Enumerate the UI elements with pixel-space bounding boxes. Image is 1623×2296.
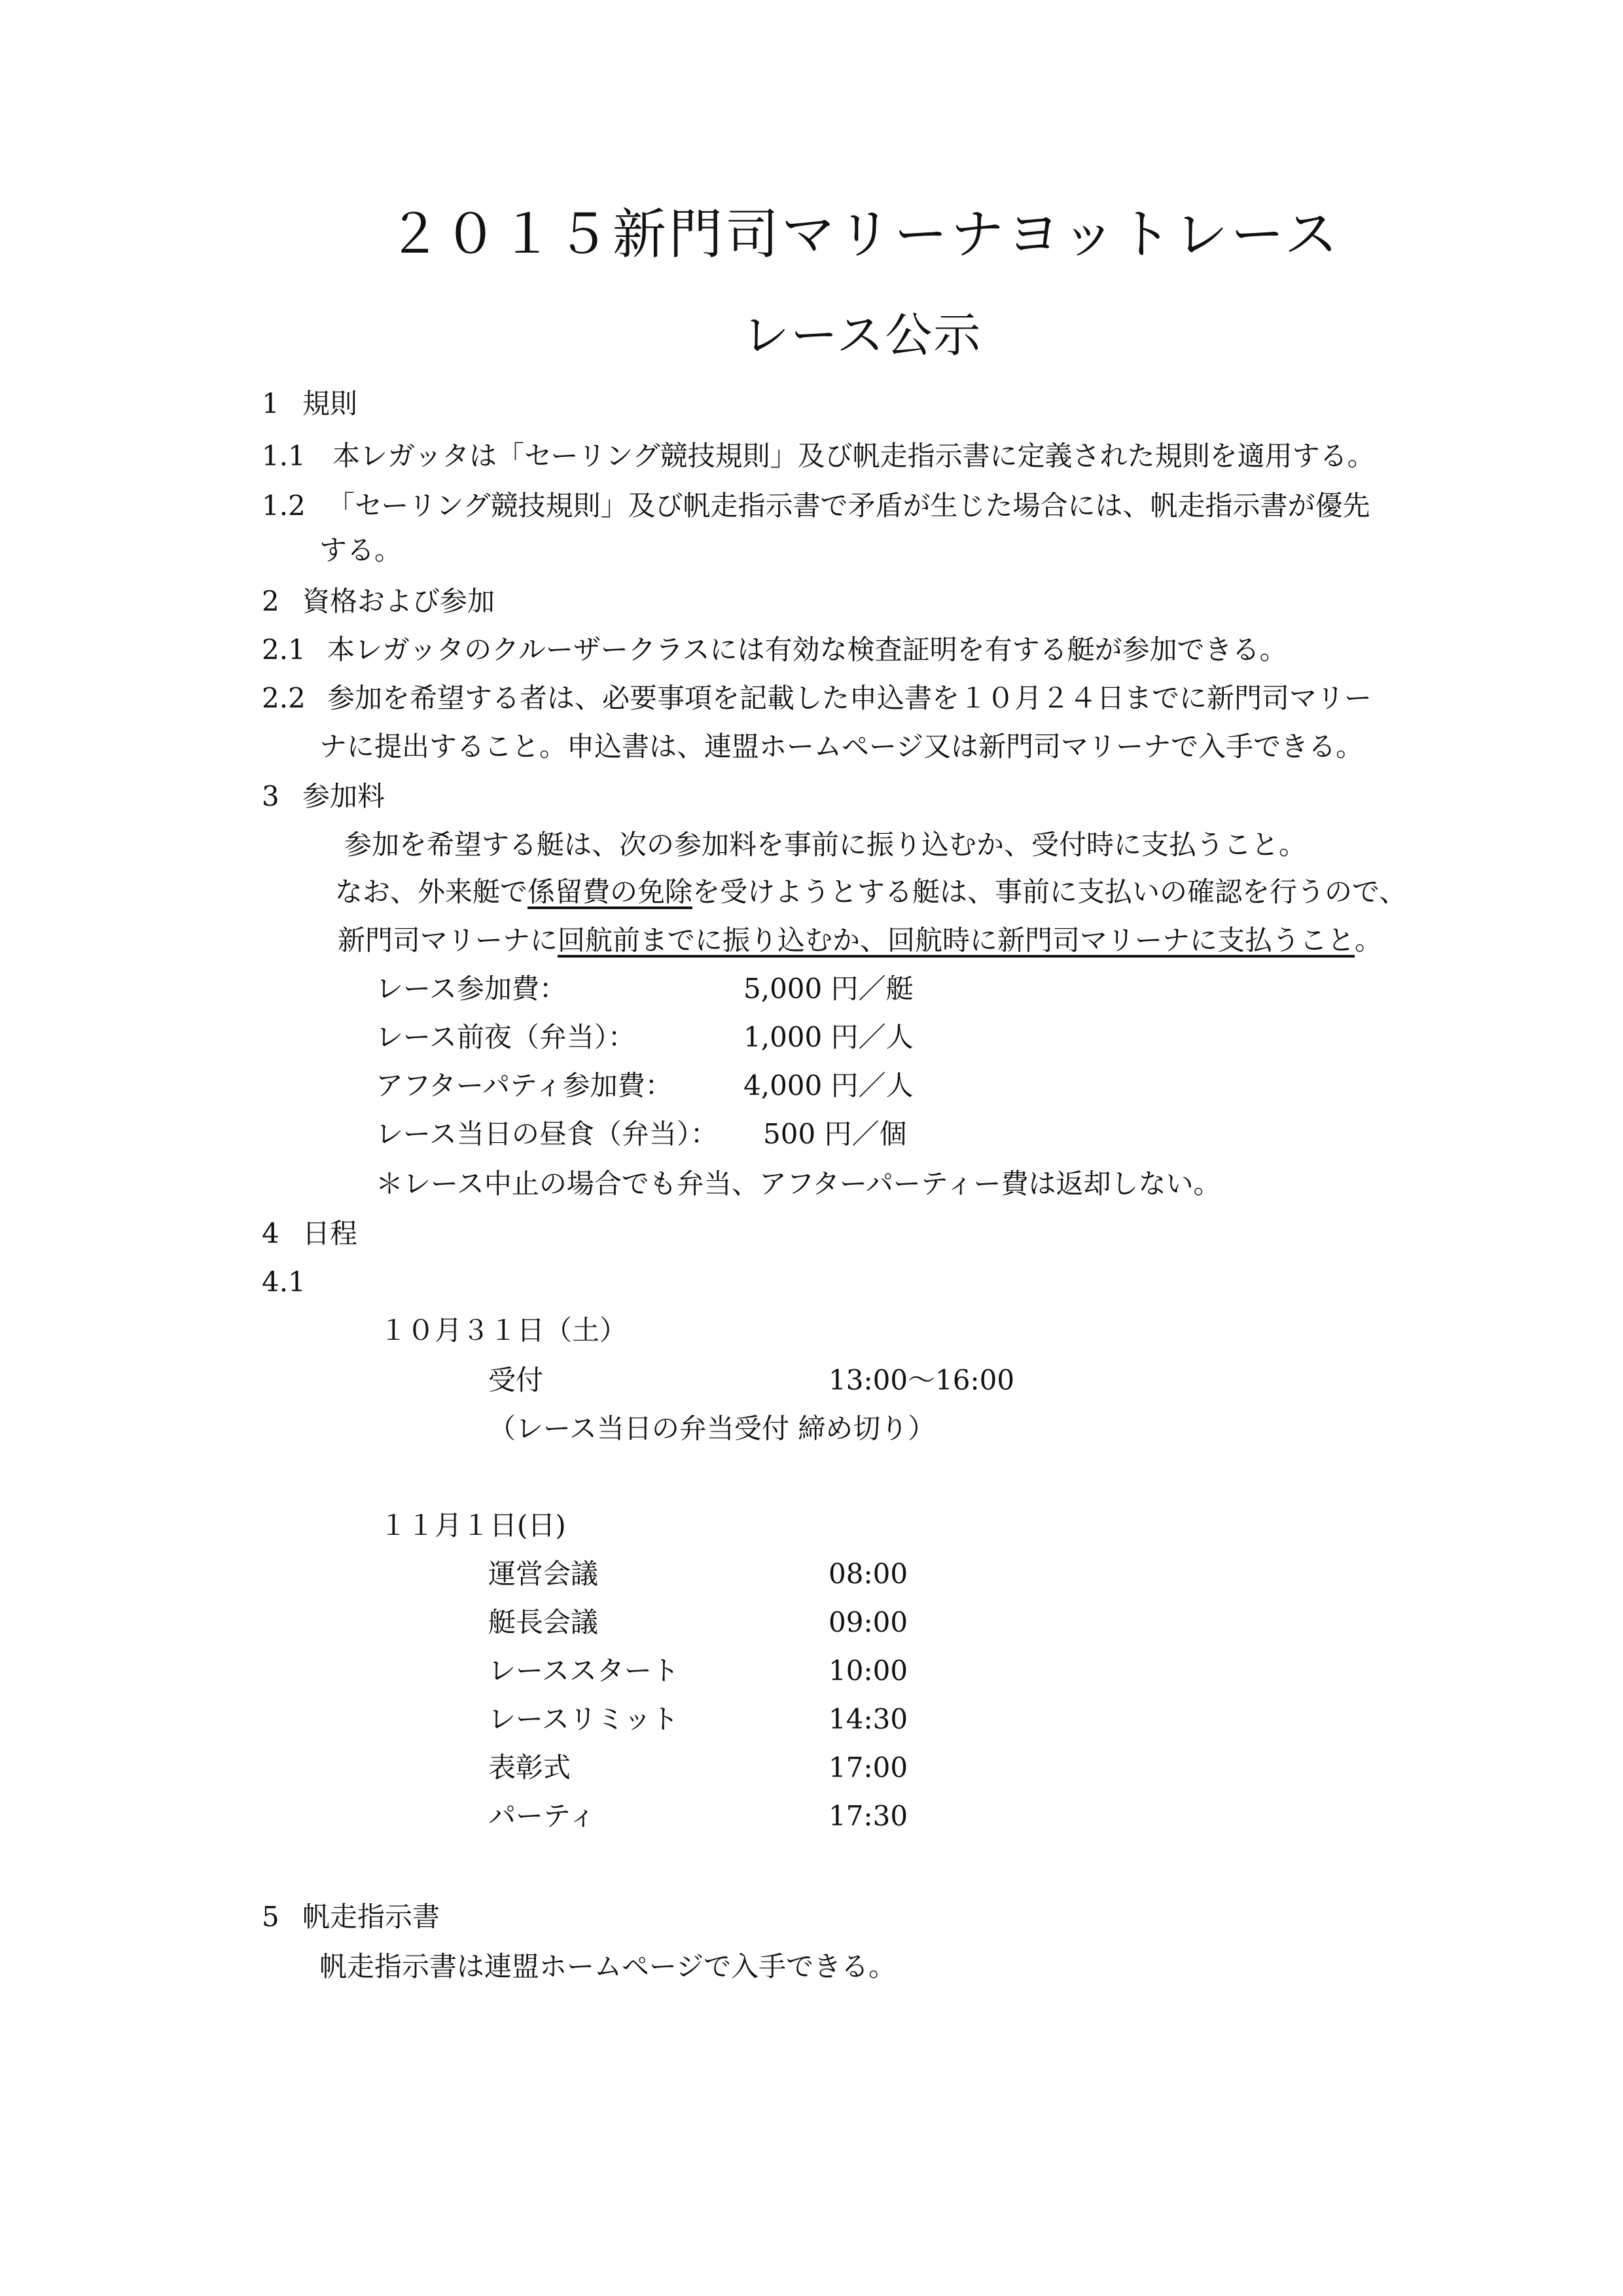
section-4-heading: 日程: [302, 1217, 358, 1249]
schedule-day1-date: １０月３１日（土）: [380, 1314, 628, 1346]
fee-value: 5,000 円／艇: [743, 973, 914, 1005]
payment-line: [338, 924, 1383, 956]
schedule-event-time: 10:00: [829, 1655, 908, 1687]
schedule-event-time: 09:00: [829, 1606, 908, 1638]
payment-deadline: 回航前までに振り込むか、回航時に新門司マリーナに支払うこと: [558, 924, 1355, 956]
item-1-2-text-line1: 「セーリング競技規則」及び帆走指示書で矛盾が生じた場合には、帆走指示書が優先: [327, 490, 1370, 522]
item-2-1-number: 2.1: [262, 634, 306, 666]
item-2-2-number: 2.2: [262, 682, 306, 714]
item-1-1-text: 本レガッタは「セーリング競技規則」及び帆走指示書に定義された規則を適用する。: [332, 440, 1375, 472]
item-2-1-text: 本レガッタのクルーザークラスには有効な検査証明を有する艇が参加できる。: [327, 634, 1287, 666]
section-2-heading: 資格および参加: [302, 585, 495, 617]
fee-intro-text: 参加を希望する艇は、次の参加料を事前に振り込むか、受付時に支払うこと。: [344, 829, 1307, 861]
fee-waiver-line-a: なお、外来艇で: [335, 876, 528, 908]
schedule-event-name: 運営会議: [488, 1558, 599, 1590]
schedule-event-time: 17:30: [829, 1800, 908, 1832]
fee-value: 500 円／個: [763, 1118, 907, 1150]
item-2-2-text-line2: ナに提出すること。申込書は、連盟ホームページ又は新門司マリーナで入手できる。: [319, 730, 1364, 762]
schedule-event-name: レーススタート: [488, 1655, 679, 1687]
schedule-event-time: 13:00〜16:00: [829, 1364, 1015, 1396]
schedule-day2-date: １１月１日(日): [380, 1509, 566, 1541]
sailing-instructions-text: 帆走指示書は連盟ホームページで入手できる。: [319, 1950, 897, 1982]
section-4-number: 4: [262, 1217, 279, 1249]
section-1-heading: 規則: [302, 387, 358, 420]
refund-note: ＊レース中止の場合でも弁当、アフターパーティー費は返却しない。: [376, 1168, 1221, 1200]
item-1-2-text-line2: する。: [319, 534, 402, 566]
schedule-event-time: 17:00: [829, 1751, 908, 1784]
page-title: ２０１５新門司マリーナヨットレース: [387, 204, 1341, 266]
fee-waiver-line: [335, 878, 1406, 906]
fee-label: レース当日の昼食（弁当）：: [376, 1118, 718, 1150]
schedule-event-name: レースリミット: [488, 1703, 679, 1735]
schedule-event-name: 艇長会議: [488, 1606, 599, 1638]
item-1-2-number: 1.2: [262, 490, 306, 522]
payment-line-a: 新門司マリーナに: [338, 924, 558, 956]
section-3-heading: 参加料: [302, 780, 385, 812]
schedule-event-time: 14:30: [829, 1703, 908, 1735]
section-1-number: 1: [262, 387, 279, 420]
section-5-number: 5: [262, 1901, 279, 1933]
schedule-event-name: パーティ: [488, 1800, 596, 1832]
fee-label: レース前夜（弁当）：: [376, 1021, 635, 1053]
section-3-number: 3: [262, 780, 279, 812]
mooring-fee-waiver: 係留費の免除: [527, 876, 693, 908]
fee-value: 1,000 円／人: [743, 1021, 914, 1053]
payment-line-c: 。: [1355, 924, 1383, 956]
schedule-day1-note: （レース当日の弁当受付 締め切り）: [488, 1412, 936, 1444]
section-2-number: 2: [262, 585, 279, 617]
fee-label: レース参加費：: [376, 973, 567, 1005]
fee-label: アフターパティ参加費：: [376, 1069, 673, 1102]
fee-waiver-line-c: を受けようとする艇は、事前に支払いの確認を行うので、: [692, 876, 1407, 908]
item-1-1-number: 1.1: [262, 440, 306, 472]
schedule-event-time: 08:00: [829, 1558, 908, 1590]
page-subtitle: レース公示: [742, 308, 982, 363]
section-5-heading: 帆走指示書: [302, 1901, 440, 1933]
schedule-event-name: 受付: [488, 1364, 544, 1396]
schedule-event-name: 表彰式: [488, 1751, 571, 1784]
fee-value: 4,000 円／人: [743, 1069, 914, 1102]
item-2-2-text-line1: 参加を希望する者は、必要事項を記載した申込書を１０月２４日までに新門司マリー: [327, 682, 1372, 714]
item-4-1-number: 4.1: [262, 1266, 306, 1298]
